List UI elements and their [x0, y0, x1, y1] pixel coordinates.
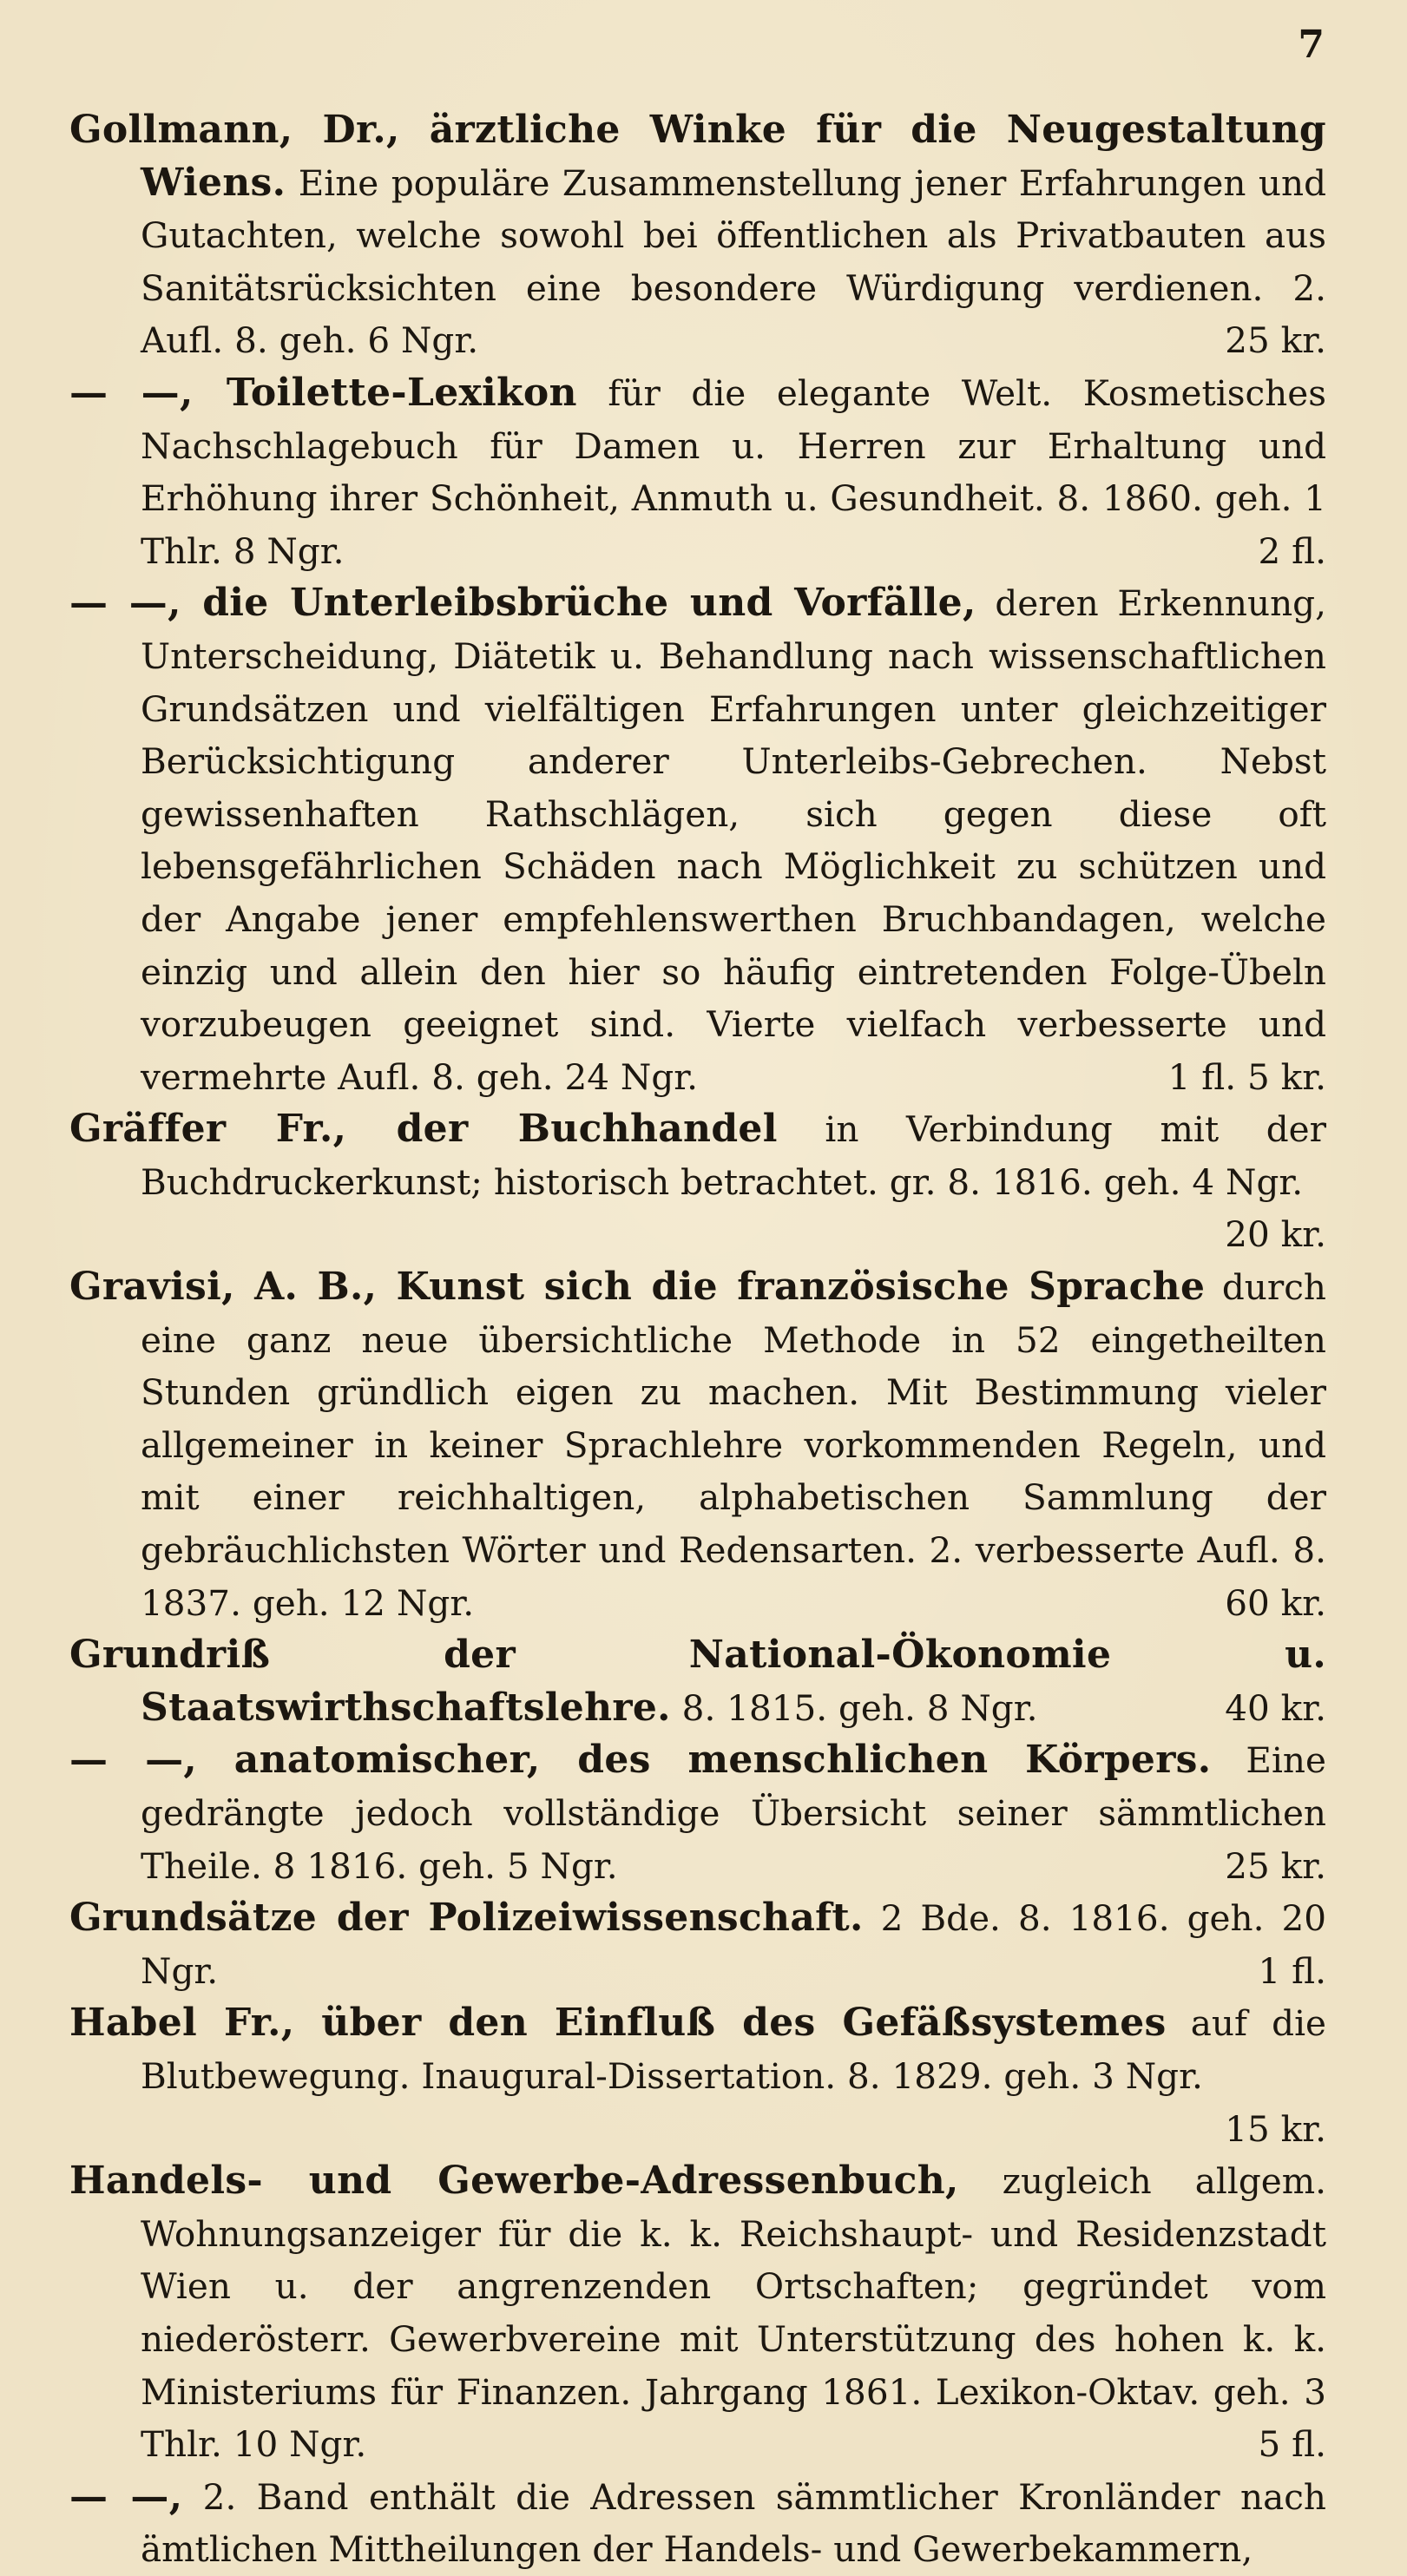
- entry-price: 1 fl. 5 kr.: [1167, 1055, 1326, 1098]
- entry-price: 60 kr.: [1225, 1581, 1326, 1624]
- entry-description: 2 Bde. 8. 1816. geh. 20 Ngr.: [141, 1897, 1326, 1992]
- entry-description: zugleich allgem. Wohnungsanzeiger für die k. k. Reichshaupt- und Residenzstadt Wien u. der angrenzenden Ortschaften; gegründet vom niederösterr. Gewerbvereine mit Unterstützung des hohen k. k. Ministeriums für Finanzen. Jahrgang 1861. Lexikon-Oktav. geh. 3 Thlr. 10 Ngr.: [141, 2160, 1326, 2466]
- entry-title: Gräffer Fr., der Buchhandel: [69, 1107, 778, 1152]
- entry-title: — —, anatomischer, des menschlichen Körpers.: [69, 1738, 1212, 1783]
- entry-description: auf die Blutbewegung. Inaugural-Dissertation. 8. 1829. geh. 3 Ngr.: [141, 2002, 1326, 2097]
- catalog-entry-gollmann-winke: [69, 104, 1326, 367]
- catalog-entry-adressenbuch: [69, 2155, 1326, 2471]
- entry-title: Gravisi, A. B., Kunst sich die französische Sprache: [69, 1265, 1206, 1310]
- entry-price: 20 kr.: [1225, 1213, 1326, 1256]
- entry-title: Grundriß der National-Ökonomie u. Staatswirthschaftslehre.: [69, 1633, 1326, 1730]
- entry-price: 2 fl.: [1258, 529, 1326, 572]
- catalog-entry-unterleibsbrueche: [69, 577, 1326, 1103]
- catalog-entry-polizeiwissenschaft: [69, 1892, 1326, 1997]
- catalog-entry-habel-gefaesssystem: [69, 1997, 1326, 2155]
- catalog-entry-grundriss-oekonomie: [69, 1629, 1326, 1734]
- entry-price: 40 kr.: [1225, 1686, 1326, 1729]
- entry-title: Grundsätze der Polizeiwissenschaft.: [69, 1896, 864, 1941]
- catalog-entry-graeffer-buchhandel: [69, 1103, 1326, 1261]
- catalog-entry-gravisi-sprache: [69, 1261, 1326, 1629]
- entry-price: 5 fl.: [1258, 2423, 1326, 2466]
- entry-price: 25 kr.: [1225, 319, 1326, 362]
- catalog-entry-adressenbuch-band-2: [69, 2471, 1326, 2576]
- entry-title: — —,: [69, 2474, 183, 2519]
- page-number: 7: [1298, 23, 1325, 67]
- entry-description: für die elegante Welt. Kosmetisches Nachschlagebuch für Damen u. Herren zur Erhaltung und Erhöhung ihrer Schönheit, Anmuth u. Gesundheit. 8. 1860. geh. 1 Thlr. 8 Ngr.: [141, 371, 1327, 572]
- entry-description: durch eine ganz neue übersichtliche Methode in 52 eingetheilten Stunden gründlich eigen zu machen. Mit Bestimmung vieler allgemeiner in keiner Sprachlehre vorkommenden Regeln, und mit einer reichhaltigen, alphabetischen Sammlung der gebräuchlichsten Wörter und Redensarten. 2. verbesserte Aufl. 8. 1837. geh. 12 Ngr.: [141, 1266, 1326, 1624]
- entry-price: 1 fl.: [1258, 1949, 1326, 1992]
- catalog-listing: [69, 104, 1326, 2576]
- entry-title: Habel Fr., über den Einfluß des Gefäßsystemes: [69, 2001, 1167, 2046]
- entry-title: — —, Toilette-Lexikon: [69, 370, 577, 415]
- catalog-entry-toilette-lexikon: [69, 367, 1326, 577]
- entry-price: 15 kr.: [1225, 2107, 1326, 2150]
- entry-description: 2. Band enthält die Adressen sämmtlicher Kronländer nach ämtlichen Mittheilungen der Handels- und Gewerbekammern,: [141, 2475, 1327, 2571]
- catalog-entry-grundriss-anatomie: [69, 1734, 1326, 1892]
- entry-description: Eine gedrängte jedoch vollständige Übersicht seiner sämmtlichen Theile. 8 1816. geh. 5 Ngr.: [141, 1739, 1326, 1887]
- entry-price: 25 kr.: [1225, 1844, 1326, 1887]
- entry-description: deren Erkennung, Unterscheidung, Diätetik u. Behandlung nach wissenschaftlichen Grundsätzen und vielfältigen Erfahrungen unter gleichzeitiger Berücksichtigung anderer Unterleibs-Gebrechen. Nebst gewissenhaften Rathschlägen, sich gegen diese oft lebensgefährlichen Schäden nach Möglichkeit zu schützen und der Angabe jener empfehlenswerthen Bruchbandagen, welche einzig und allein den hier so häufig eintretenden Folge-Übeln vorzubeugen geeignet sind. Vierte vielfach verbesserte und vermehrte Aufl. 8. geh. 24 Ngr.: [141, 582, 1326, 1098]
- entry-description: 8. 1815. geh. 8 Ngr.: [670, 1686, 1038, 1729]
- entry-description: in Verbindung mit der Buchdruckerkunst; historisch betrachtet. gr. 8. 1816. geh. 4 Ngr.: [141, 1108, 1326, 1203]
- entry-title: — —, die Unterleibsbrüche und Vorfälle,: [69, 581, 976, 626]
- entry-title: Handels- und Gewerbe-Adressenbuch,: [69, 2159, 959, 2204]
- entry-description: Eine populäre Zusammenstellung jener Erfahrungen und Gutachten, welche sowohl bei öffentlichen als Privatbauten aus Sanitätsrücksichten eine besondere Würdigung verdienen. 2. Aufl. 8. geh. 6 Ngr.: [141, 161, 1326, 362]
- entry-title: Gollmann, Dr., ärztliche Winke für die Neugestaltung Wiens.: [69, 108, 1326, 205]
